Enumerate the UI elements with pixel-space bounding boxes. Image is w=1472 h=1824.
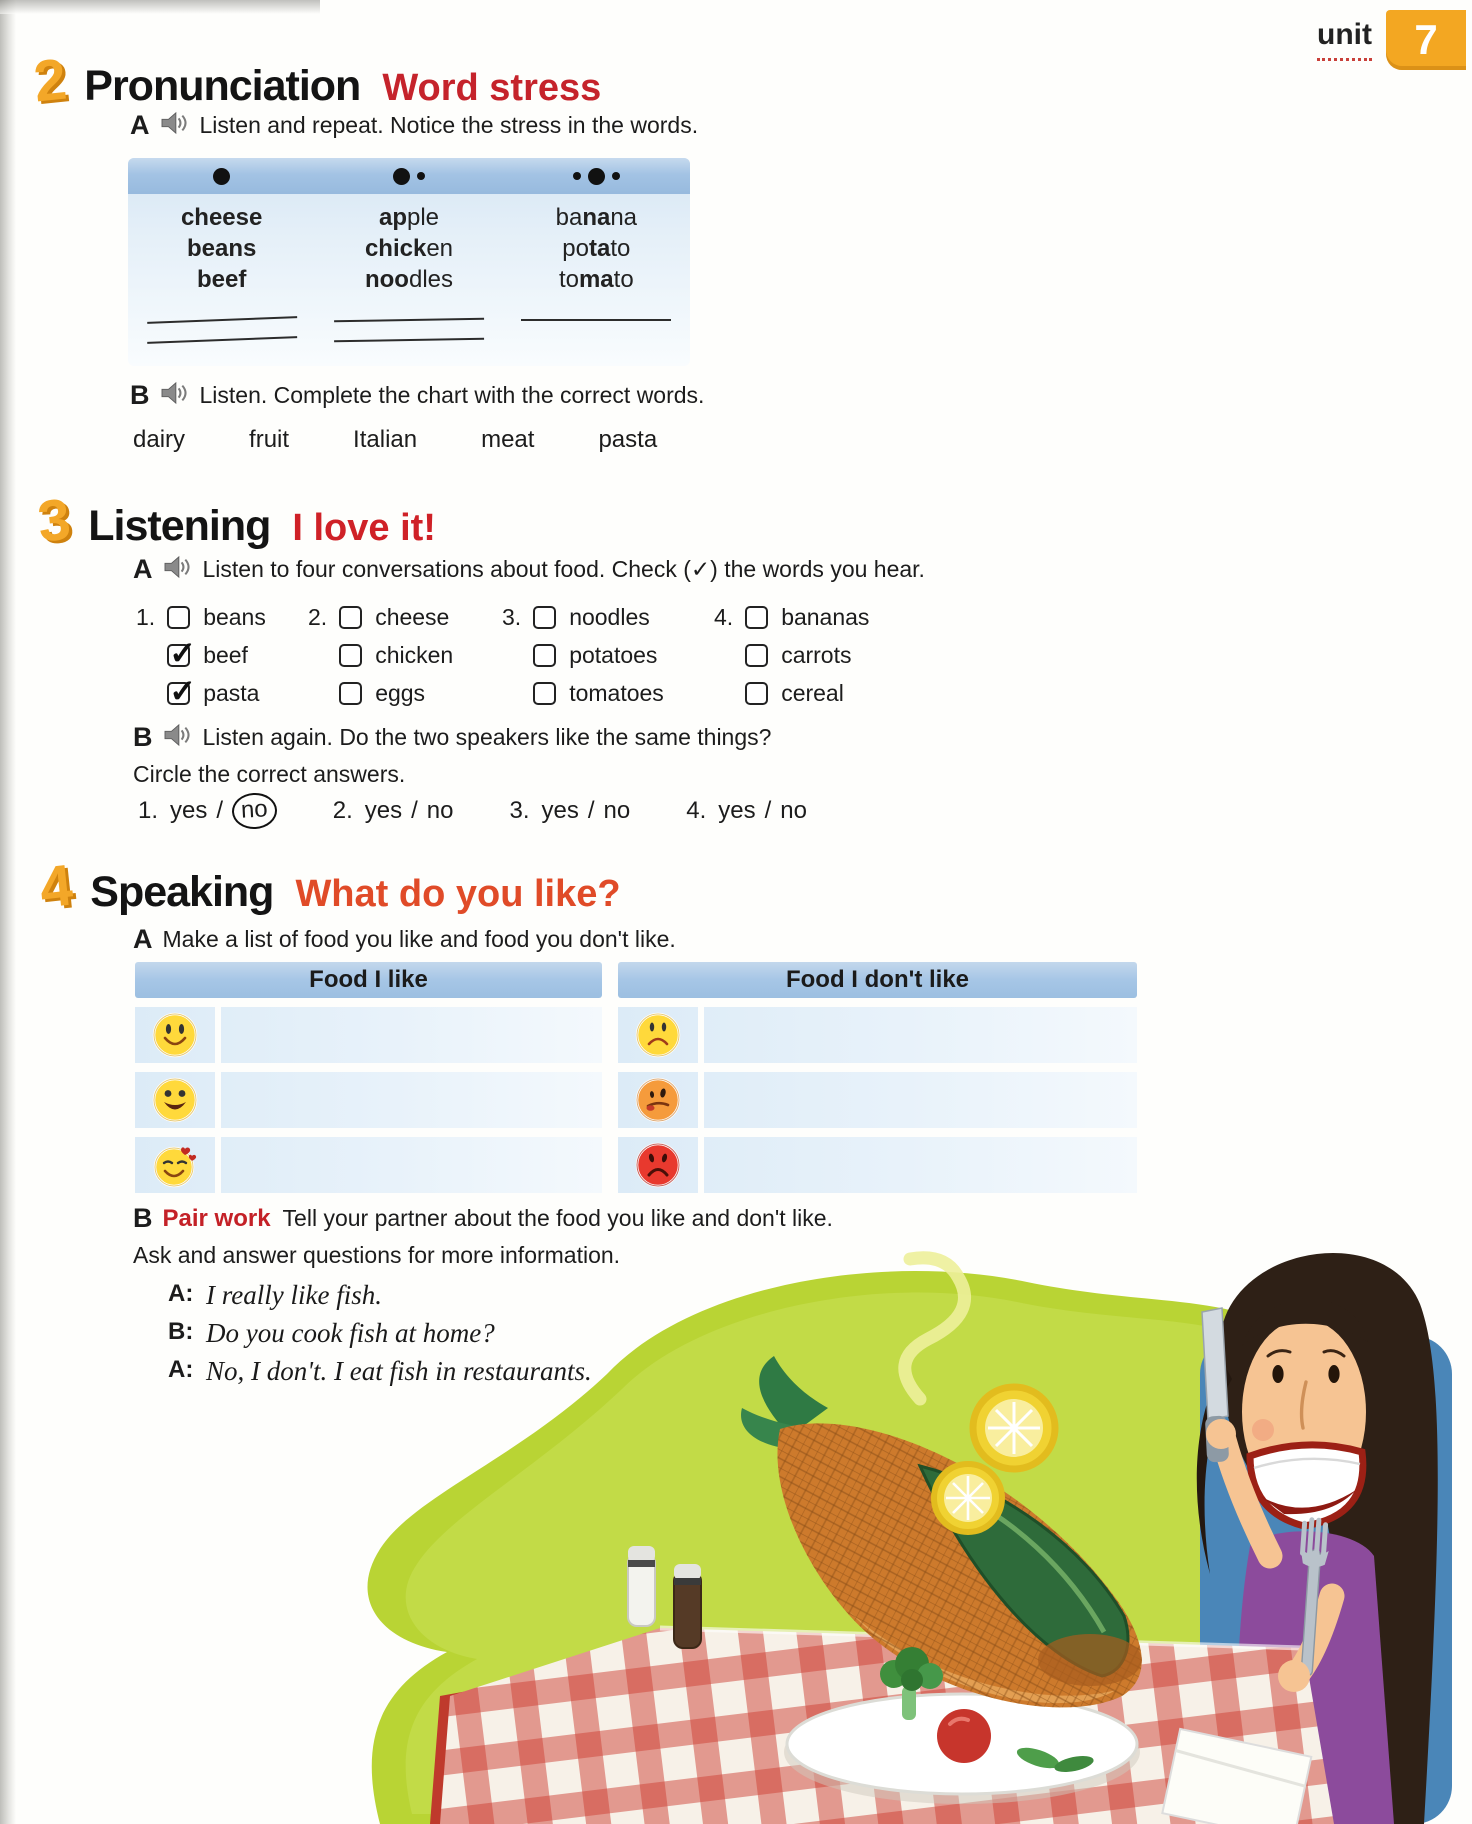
group-number: 2.: [308, 604, 328, 630]
label-b: B: [133, 722, 153, 752]
word-noodles: noodles: [364, 266, 453, 293]
pronunciation-b-instruction: [130, 380, 704, 411]
check-item-cereal: cereal: [745, 674, 869, 712]
pronunciation-subtitle: Word stress: [382, 67, 602, 109]
unit-number: 7: [1414, 16, 1438, 63]
checkbox-beef[interactable]: [167, 644, 190, 667]
check-item-cheese: cheese: [339, 598, 453, 636]
checkbox-carrots[interactable]: [745, 644, 768, 667]
listening-a-instruction: [133, 554, 925, 585]
food-i-like-column: [135, 1007, 602, 1193]
checkbox-cheese[interactable]: [339, 606, 362, 629]
word-bank: [133, 426, 657, 454]
unit-number-tab: [1386, 10, 1466, 70]
word-tomato: tomato: [558, 266, 634, 293]
answer-1: 1. yes / no: [138, 793, 277, 829]
unit-label: unit: [1317, 18, 1372, 61]
listening-subtitle: I love it!: [292, 507, 436, 549]
food-i-dont-like-header: Food I don't like: [618, 962, 1137, 998]
listening-b-text2: Circle the correct answers.: [133, 761, 406, 787]
speaking-title: Speaking: [90, 868, 274, 916]
checkbox-potatoes[interactable]: [533, 644, 556, 667]
pepper-shaker: [674, 1564, 701, 1648]
checkbox-noodles[interactable]: [533, 606, 556, 629]
label-a: A: [133, 924, 153, 954]
check-item-carrots: carrots: [745, 636, 869, 674]
word-bank-italian: Italian: [353, 426, 418, 453]
big-smile-icon: [135, 1072, 221, 1128]
checkbox-bananas[interactable]: [745, 606, 768, 629]
speaking-b-text: Tell your partner about the food you like and don't like.: [282, 1205, 833, 1231]
group-number: 3.: [502, 604, 522, 630]
answer-3: 3. yes / no: [509, 797, 631, 824]
answer-4-no[interactable]: no: [780, 797, 807, 824]
conversation-3-group: [502, 598, 714, 712]
checkbox-eggs[interactable]: [339, 682, 362, 705]
stress-pattern-1-icon: [128, 158, 315, 194]
raised-hand: [1206, 1419, 1236, 1449]
speaking-heading: [36, 852, 621, 921]
answer-blank[interactable]: [334, 328, 484, 343]
check-item-tomatoes: tomatoes: [533, 674, 664, 712]
word-bank-meat: meat: [481, 426, 535, 453]
check-item-eggs: eggs: [339, 674, 453, 712]
check-item-chicken: chicken: [339, 636, 453, 674]
section-number-3: 3: [34, 486, 74, 555]
stress-pattern-2-icon: [315, 158, 502, 194]
check-item-noodles: noodles: [533, 598, 664, 636]
checkbox-beans[interactable]: [167, 606, 190, 629]
speaking-a-instruction: [133, 924, 676, 955]
answer-2: 2. yes / no: [332, 797, 454, 824]
audio-speaker-icon: [160, 111, 188, 141]
word-stress-chart: [128, 158, 690, 366]
pronunciation-a-text: Listen and repeat. Notice the stress in the words.: [199, 112, 699, 138]
dislike-row-3[interactable]: [618, 1137, 1137, 1193]
stress-column-3: [503, 194, 690, 295]
answer-4-yes[interactable]: yes: [718, 797, 756, 824]
audio-speaker-icon: [163, 555, 191, 585]
word-potato: potato: [562, 235, 631, 262]
speaking-b-text2: Ask and answer questions for more information.: [133, 1242, 621, 1268]
listening-heading: [34, 486, 436, 555]
word-cheese: cheese: [180, 204, 263, 231]
check-item-beans: beans: [167, 598, 266, 636]
listening-check-grid: [136, 598, 869, 712]
answer-2-no[interactable]: no: [426, 797, 454, 824]
pair-work-label: Pair work: [162, 1204, 271, 1232]
stress-pattern-3-icon: [503, 158, 690, 194]
right-eye: [1328, 1365, 1339, 1383]
salt-shaker: [628, 1546, 655, 1626]
dialogue-line-1: A: I really like fish.: [168, 1280, 382, 1310]
pronunciation-a-instruction: [130, 110, 698, 141]
pronunciation-title: Pronunciation: [84, 62, 361, 110]
check-item-pasta: ✓ pasta: [167, 674, 266, 712]
tongue-out-icon: [618, 1072, 704, 1128]
word-bank-pasta: pasta: [598, 426, 658, 453]
checkbox-chicken[interactable]: [339, 644, 362, 667]
listening-b-instruction: [133, 722, 771, 788]
word-bank-dairy: dairy: [133, 426, 186, 453]
group-number: 4.: [714, 604, 734, 630]
group-number: 1.: [136, 604, 156, 630]
conversation-4-group: [714, 598, 869, 712]
like-row-1[interactable]: [135, 1007, 602, 1063]
label-a: A: [133, 554, 153, 584]
yes-no-answers: [138, 793, 807, 829]
like-row-3[interactable]: [135, 1137, 602, 1193]
pronunciation-heading: [30, 46, 602, 115]
tomato: [937, 1709, 991, 1763]
answer-3-no[interactable]: no: [603, 797, 631, 824]
check-item-potatoes: potatoes: [533, 636, 664, 674]
checkbox-tomatoes[interactable]: [533, 682, 556, 705]
answer-3-yes[interactable]: yes: [541, 797, 579, 824]
answer-blank[interactable]: [521, 309, 671, 321]
conversation-2-group: [308, 598, 502, 712]
pronunciation-b-text: Listen. Complete the chart with the correct words.: [199, 382, 705, 408]
word-chicken: chicken: [364, 235, 454, 262]
stress-pattern-header: [128, 158, 690, 194]
checkbox-cereal[interactable]: [745, 682, 768, 705]
dialogue-line-3: A: No, I don't. I eat fish in restaurants.: [168, 1356, 592, 1386]
listening-title: Listening: [88, 502, 271, 550]
word-beef: beef: [196, 266, 247, 293]
dislike-row-1[interactable]: [618, 1007, 1137, 1063]
word-beans: beans: [186, 235, 257, 262]
check-item-beef: ✓ beef: [167, 636, 266, 674]
answer-2-yes[interactable]: yes: [364, 797, 403, 824]
word-banana: banana: [555, 204, 638, 231]
answer-1-no-circled[interactable]: no: [231, 792, 278, 830]
answer-4: 4. yes / no: [686, 797, 807, 824]
answer-blank[interactable]: [334, 308, 484, 323]
angry-frown-icon: [618, 1137, 704, 1193]
label-b: B: [130, 380, 150, 410]
stress-column-2: [315, 194, 502, 295]
check-item-bananas: bananas: [745, 598, 869, 636]
food-i-like-header: Food I like: [135, 962, 602, 998]
section-number-4: 4: [36, 852, 76, 921]
audio-speaker-icon: [160, 381, 188, 411]
listening-a-text: Listen to four conversations about food. Check (✓) the words you hear.: [202, 556, 925, 582]
speaking-b-instruction: [133, 1203, 833, 1269]
scan-edge-top: [0, 0, 320, 14]
word-bank-fruit: fruit: [249, 426, 290, 453]
conversation-1-group: [136, 598, 308, 712]
answer-blank[interactable]: [146, 306, 296, 324]
unit-header: [1317, 10, 1466, 70]
word-apple: apple: [378, 204, 440, 231]
dislike-row-2[interactable]: [618, 1072, 1137, 1128]
section-number-2: 2: [30, 46, 70, 115]
listening-b-text: Listen again. Do the two speakers like the same things?: [202, 724, 772, 750]
answer-blank[interactable]: [146, 326, 296, 344]
fork-hand: [1278, 1660, 1310, 1692]
speaking-subtitle: What do you like?: [295, 873, 621, 915]
checkbox-pasta[interactable]: [167, 682, 190, 705]
stress-column-1: [128, 194, 315, 295]
sad-frown-icon: [618, 1007, 704, 1063]
like-row-2[interactable]: [135, 1072, 602, 1128]
answer-1-yes[interactable]: yes: [170, 797, 208, 824]
fish-head-shade: [1038, 1634, 1142, 1686]
scan-edge-left: [0, 0, 16, 1824]
left-eye: [1272, 1365, 1283, 1383]
food-likes-table: [135, 962, 1137, 1193]
audio-speaker-icon: [163, 723, 191, 752]
speaking-a-text: Make a list of food you like and food you don't like.: [162, 926, 676, 952]
food-i-dont-like-column: [618, 1007, 1137, 1193]
label-b: B: [133, 1203, 153, 1233]
blush: [1252, 1419, 1274, 1441]
slight-smile-icon: [135, 1007, 221, 1063]
example-dialogue: [168, 1280, 592, 1394]
wink-hearts-icon: [135, 1137, 221, 1193]
label-a: A: [130, 110, 150, 140]
dialogue-line-2: B: Do you cook fish at home?: [168, 1318, 495, 1348]
